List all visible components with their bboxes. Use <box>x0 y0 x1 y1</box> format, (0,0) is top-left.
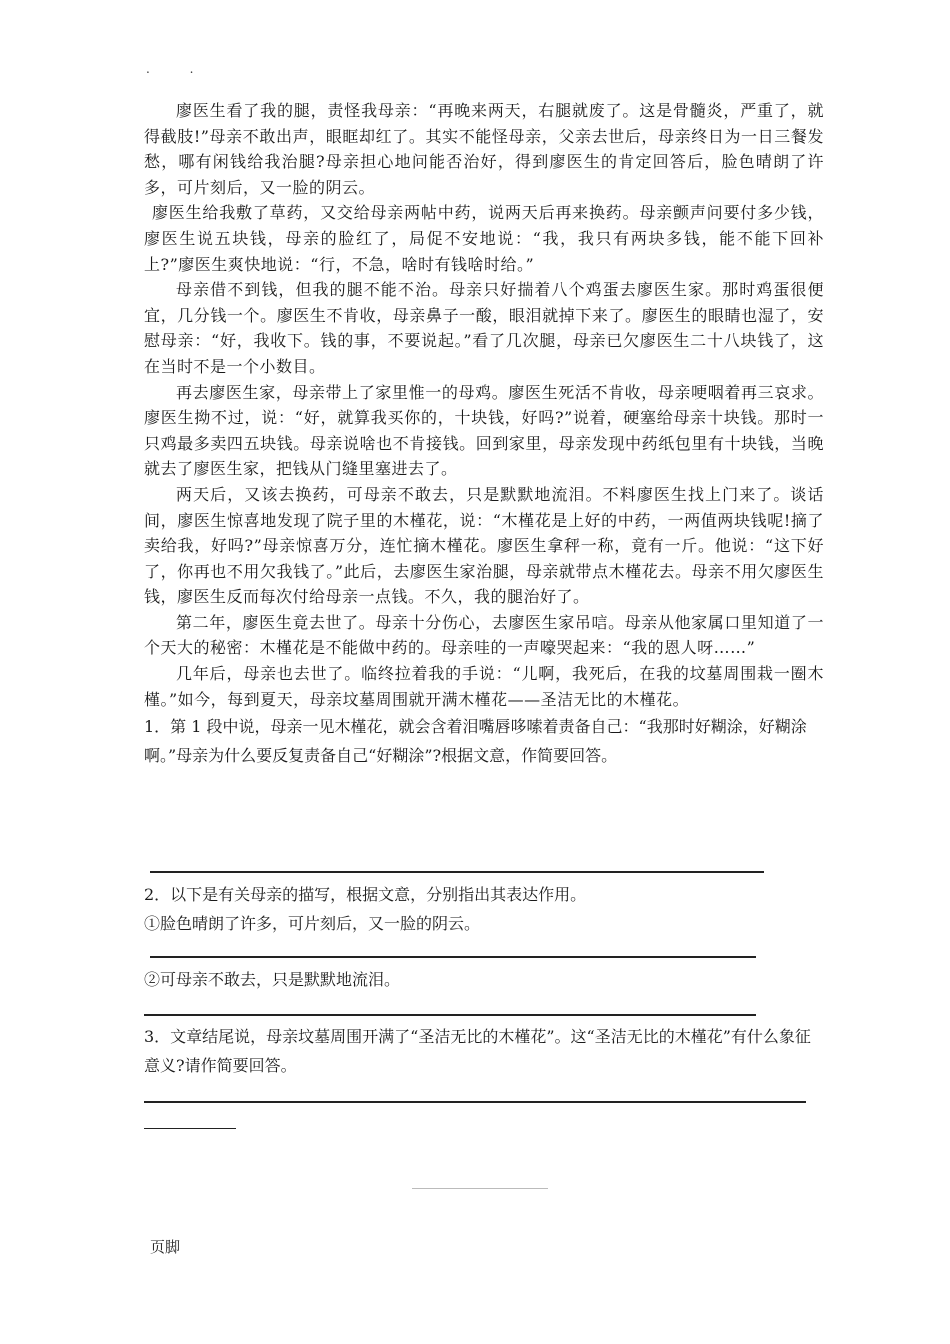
article-body <box>144 98 824 770</box>
footer-divider <box>412 1188 548 1189</box>
question-2: 2．以下是有关母亲的描写，根据文意，分别指出其表达作用。 <box>144 885 587 904</box>
question-3: 3．文章结尾说，母亲坟墓周围开满了“圣洁无比的木槿花”。这“圣洁无比的木槿花”有什么象征意义?请作简要回答。 <box>144 1027 811 1075</box>
answer-line-3[interactable] <box>144 1101 806 1103</box>
answer-line-2a[interactable] <box>150 956 756 958</box>
paragraph-5: 两天后，又该去换药，可母亲不敢去，只是默默地流泪。不料廖医生找上门来了。谈话间，廖医生惊喜地发现了院子里的木槿花，说：“木槿花是上好的中药，一两值两块钱呢!摘了卖给我，好吗?”母亲惊喜万分，连忙摘木槿花。廖医生拿秤一称，竟有一斤。他说：“这下好了，你再也不用欠我钱了。”此后，去廖医生家治腿，母亲就带点木槿花去。母亲不用欠廖医生钱，廖医生反而每次付给母亲一点钱。不久，我的腿治好了。 <box>144 484 824 607</box>
header-marks: . . <box>146 62 212 76</box>
question-2a: ①脸色晴朗了许多，可片刻后，又一脸的阴云。 <box>144 914 481 933</box>
section-heading <box>158 1142 266 1179</box>
paragraph-4: 再去廖医生家，母亲带上了家里惟一的母鸡。廖医生死活不肯收，母亲哽咽着再三哀求。廖医生拗不过，说：“好，就算我买你的，十块钱，好吗?”说着，硬塞给母亲十块钱。那时一只鸡最多卖四五块钱。母亲说啥也不肯接钱。回到家里，母亲发现中药纸包里有十块钱，当晚就去了廖医生家，把钱从门缝里塞进去了。 <box>144 382 824 479</box>
paragraph-7: 几年后，母亲也去世了。临终拉着我的手说：“儿啊，我死后，在我的坟墓周围栽一圈木槿。”如今，每到夏天，母亲坟墓周围就开满木槿花——圣洁无比的木槿花。 <box>144 664 824 709</box>
paragraph-3: 母亲借不到钱，但我的腿不能不治。母亲只好揣着八个鸡蛋去廖医生家。那时鸡蛋很便宜，几分钱一个。廖医生不肯收，母亲鼻子一酸，眼泪就掉下来了。廖医生的眼睛也湿了，安慰母亲：“好，我收下。钱的事，不要说起。”看了几次腿，母亲已欠廖医生二十八块钱了，这在当时不是一个小数目。 <box>144 280 824 376</box>
question-3-block <box>144 1022 824 1080</box>
page-footer: 页脚 <box>150 1238 181 1256</box>
question-2-block <box>144 880 824 938</box>
answer-line-2b[interactable] <box>144 1014 756 1016</box>
answer-line-1[interactable] <box>150 871 764 873</box>
section-heading-text: 例题精讲 <box>158 1148 267 1178</box>
question-2b-block <box>144 965 824 994</box>
paragraph-6: 第二年，廖医生竟去世了。母亲十分伤心，去廖医生家吊唁。母亲从他家属口里知道了一个天大的秘密：木槿花是不能做中药的。母亲哇的一声嚎哭起来：“我的恩人呀……” <box>144 612 824 658</box>
paragraph-1: 廖医生看了我的腿，责怪我母亲：“再晚来两天，右腿就废了。这是骨髓炎，严重了，就得截肢!”母亲不敢出声，眼眶却红了。其实不能怪母亲，父亲去世后，母亲终日为一日三餐发愁，哪有闲钱给我治腿?母亲担心地问能否治好，得到廖医生的肯定回答后，脸色晴朗了许多，可片刻后，又一脸的阴云。 <box>144 101 824 197</box>
paragraph-2: 廖医生给我敷了草药，又交给母亲两帖中药，说两天后再来换药。母亲颤声问要付多少钱，廖医生说五块钱，母亲的脸红了，局促不安地说：“我，我只有两块多钱，能不能下回补上?”廖医生爽快地说：“行，不急，啥时有钱啥时给。” <box>144 203 824 274</box>
question-2b: ②可母亲不敢去，只是默默地流泪。 <box>144 970 401 989</box>
question-1: 1．第 1 段中说，母亲一见木槿花，就会含着泪嘴唇哆嗦着责备自己：“我那时好糊涂，好糊涂啊。”母亲为什么要反复责备自己“好糊涂”?根据文意，作简要回答。 <box>144 717 807 766</box>
section-divider <box>144 1128 236 1129</box>
